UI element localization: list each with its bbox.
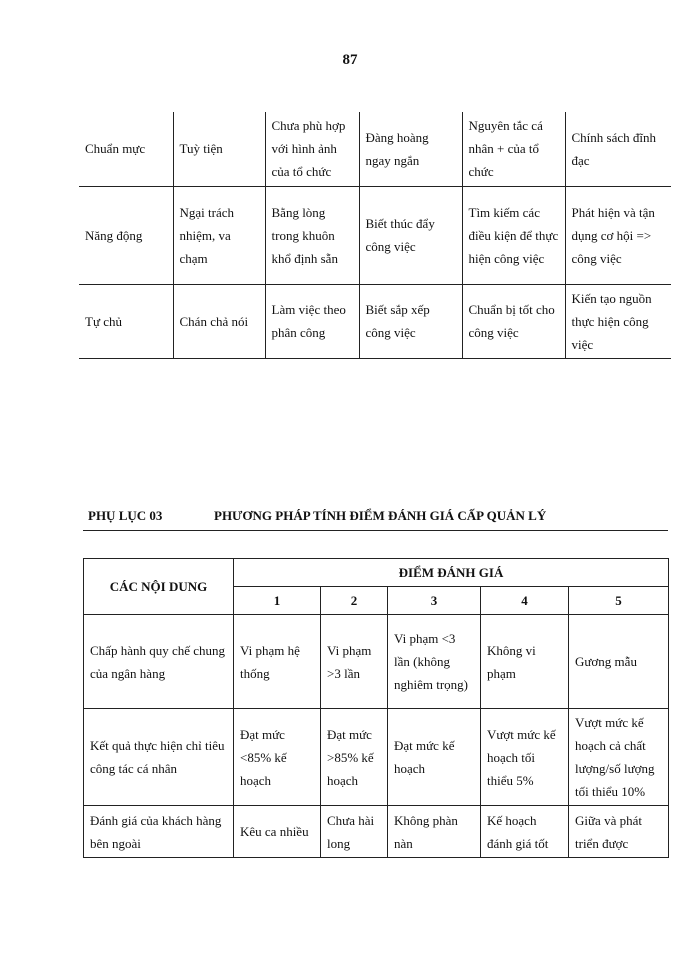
heading-divider xyxy=(83,530,668,531)
level-cell: Nguyên tắc cá nhân + của tổ chức xyxy=(462,112,565,186)
level-cell: Đàng hoàng ngay ngắn xyxy=(359,112,462,186)
score-cell: Chưa hài long xyxy=(321,806,388,858)
score-cell: Đạt mức <85% kế hoạch xyxy=(234,709,321,806)
score-label: 1 xyxy=(234,587,321,615)
level-cell: Chuẩn bị tốt cho công việc xyxy=(462,284,565,358)
content-cell: Kết quả thực hiện chỉ tiêu công tác cá nhân xyxy=(84,709,234,806)
level-cell: Phát hiện và tận dụng cơ hội => công việc xyxy=(565,186,671,284)
table-row xyxy=(79,186,671,284)
table-row xyxy=(79,112,671,186)
score-cell: Vi phạm hệ thống xyxy=(234,615,321,709)
criterion-cell: Năng động xyxy=(79,186,173,284)
table-row xyxy=(84,709,669,806)
appendix-title: PHƯƠNG PHÁP TÍNH ĐIỂM ĐÁNH GIÁ CẤP QUẢN LÝ xyxy=(214,508,547,523)
header-content: CÁC NỘI DUNG xyxy=(84,559,234,615)
score-cell: Vượt mức kế hoạch tối thiểu 5% xyxy=(481,709,569,806)
score-cell: Kêu ca nhiều xyxy=(234,806,321,858)
level-cell: Biết thúc đẩy công việc xyxy=(359,186,462,284)
score-cell: Không vi phạm xyxy=(481,615,569,709)
appendix-heading xyxy=(88,508,668,524)
level-cell: Biết sắp xếp công việc xyxy=(359,284,462,358)
criterion-cell: Tự chủ xyxy=(79,284,173,358)
score-cell: Vi phạm >3 lần xyxy=(321,615,388,709)
header-score: ĐIỂM ĐÁNH GIÁ xyxy=(234,559,669,587)
score-cell: Kế hoạch đánh giá tốt xyxy=(481,806,569,858)
content-cell: Đánh giá của khách hàng bên ngoài xyxy=(84,806,234,858)
score-cell: Gương mẫu xyxy=(569,615,669,709)
score-cell: Không phàn nàn xyxy=(388,806,481,858)
table-header-row xyxy=(84,559,669,587)
level-cell: Bằng lòng trong khuôn khổ định sẵn xyxy=(265,186,359,284)
appendix-code: PHỤ LỤC 03 xyxy=(88,508,163,523)
score-table xyxy=(83,558,669,858)
table-row xyxy=(79,284,671,358)
level-cell: Tuỳ tiện xyxy=(173,112,265,186)
level-cell: Làm việc theo phân công xyxy=(265,284,359,358)
score-label: 3 xyxy=(388,587,481,615)
score-cell: Vượt mức kế hoạch cả chất lượng/số lượng tối thiểu 10% xyxy=(569,709,669,806)
level-cell: Chưa phù hợp với hình ảnh của tổ chức xyxy=(265,112,359,186)
behavior-table xyxy=(79,112,671,359)
score-label: 4 xyxy=(481,587,569,615)
score-cell: Vi phạm <3 lần (không nghiêm trọng) xyxy=(388,615,481,709)
level-cell: Tìm kiếm các điều kiện để thực hiện công việc xyxy=(462,186,565,284)
score-cell: Giữa và phát triển được xyxy=(569,806,669,858)
page-number: 87 xyxy=(342,52,358,68)
table-row xyxy=(84,615,669,709)
score-label: 5 xyxy=(569,587,669,615)
level-cell: Chính sách đĩnh đạc xyxy=(565,112,671,186)
score-cell: Đạt mức kế hoạch xyxy=(388,709,481,806)
criterion-cell: Chuẩn mực xyxy=(79,112,173,186)
score-label: 2 xyxy=(321,587,388,615)
level-cell: Kiến tạo nguồn thực hiện công việc xyxy=(565,284,671,358)
level-cell: Chán chả nói xyxy=(173,284,265,358)
level-cell: Ngại trách nhiệm, va chạm xyxy=(173,186,265,284)
table-row xyxy=(84,806,669,858)
content-cell: Chấp hành quy chế chung của ngân hàng xyxy=(84,615,234,709)
score-cell: Đạt mức >85% kế hoạch xyxy=(321,709,388,806)
